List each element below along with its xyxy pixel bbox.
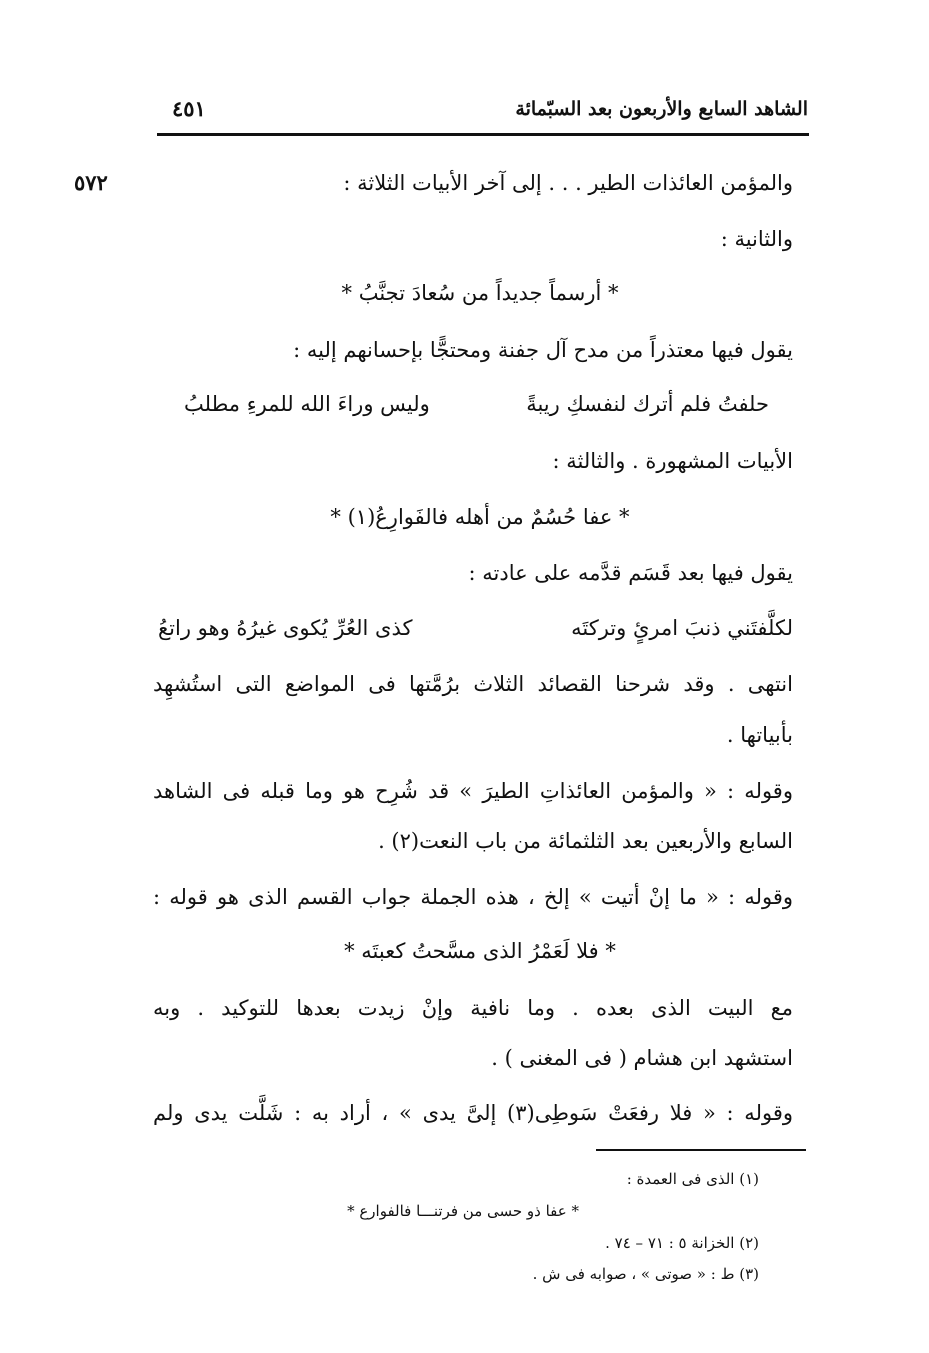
page-header (160, 94, 808, 126)
verse-hemistich-first: لكلَّفتَني ذنبَ امرئٍ وتركتَه (571, 616, 793, 640)
footnote-1-verse: * عفا ذو حسى من فرتنـــا فالفوارع * (347, 1202, 579, 1220)
text-line: الأبيات المشهورة . والثالثة : (552, 449, 793, 473)
verse-hemistich-first: حلفتُ فلم أترك لنفسكِ ريبةً (526, 392, 769, 416)
text-line: مع البيت الذى بعده . وما نافية وإنْ زيدت بعدها للتوكيد . وبه (153, 996, 793, 1020)
verse-hemistich-second: وليس وراءَ الله للمرءِ مطلبُ (184, 392, 430, 416)
text-line: وقوله : « ما إنْ أتيت » إلخ ، هذه الجملة جواب القسم الذى هو قوله : (153, 885, 793, 909)
text-line: بأبياتها . (726, 723, 793, 747)
text-line: السابع والأربعين بعد الثلثمائة من باب النعت(٢) . (378, 829, 793, 853)
footnote-rule (596, 1149, 806, 1151)
text-line: وقوله : « فلا رفعَتْ سَوطِى(٣) إلىَّ يدى » ، أراد به : شَلَّت يدى ولم (153, 1101, 793, 1125)
verse-line: * أرسماً جديداً من سُعادَ تجنَّبُ * (341, 281, 619, 305)
footnote-3: (٣) ط : « صوتى » ، صوابه فى ش . (532, 1265, 759, 1283)
margin-number: ٥٧٢ (74, 170, 108, 195)
footnote-2: (٢) الخزانة ٥ : ٧١ – ٧٤ . (605, 1234, 759, 1252)
text-line: والمؤمن العائذات الطير . . . إلى آخر الأبيات الثلاثة : (343, 171, 793, 195)
text-line: والثانية : (720, 227, 793, 251)
text-line: انتهى . وقد شرحنا القصائد الثلاث برُمَّتها فى المواضع التى استُشهِد (153, 672, 793, 696)
verse-line: * فلا لَعَمْرُ الذى مسَّحتُ كعبتَه * (344, 939, 616, 963)
text-line: يقول فيها بعد قَسَم قدَّمه على عادته : (468, 561, 793, 585)
verse-hemistich-second: كذى العُرِّ يُكوى غيرُهُ وهو راتعُ (158, 616, 413, 640)
text-line: يقول فيها معتذراً من مدح آل جفنة ومحتجًّا بإحسانهم إليه : (293, 338, 793, 362)
page-number: ٤٥١ (172, 96, 206, 121)
text-line: وقوله : « والمؤمن العائذاتِ الطيرَ » قد شُرِح هو وما قبله فى الشاهد (153, 779, 793, 803)
text-line: استشهد ابن هشام ( فى المغنى ) . (491, 1046, 793, 1070)
verse-line: * عفا حُسُمٌ من أهله فالفَوارِعُ(١) * (330, 505, 630, 529)
header-rule (157, 133, 809, 136)
running-title: الشاهد السابع والأربعون بعد السبّمائة (515, 98, 808, 120)
footnote-1: (١) الذى فى العمدة : (626, 1170, 759, 1188)
